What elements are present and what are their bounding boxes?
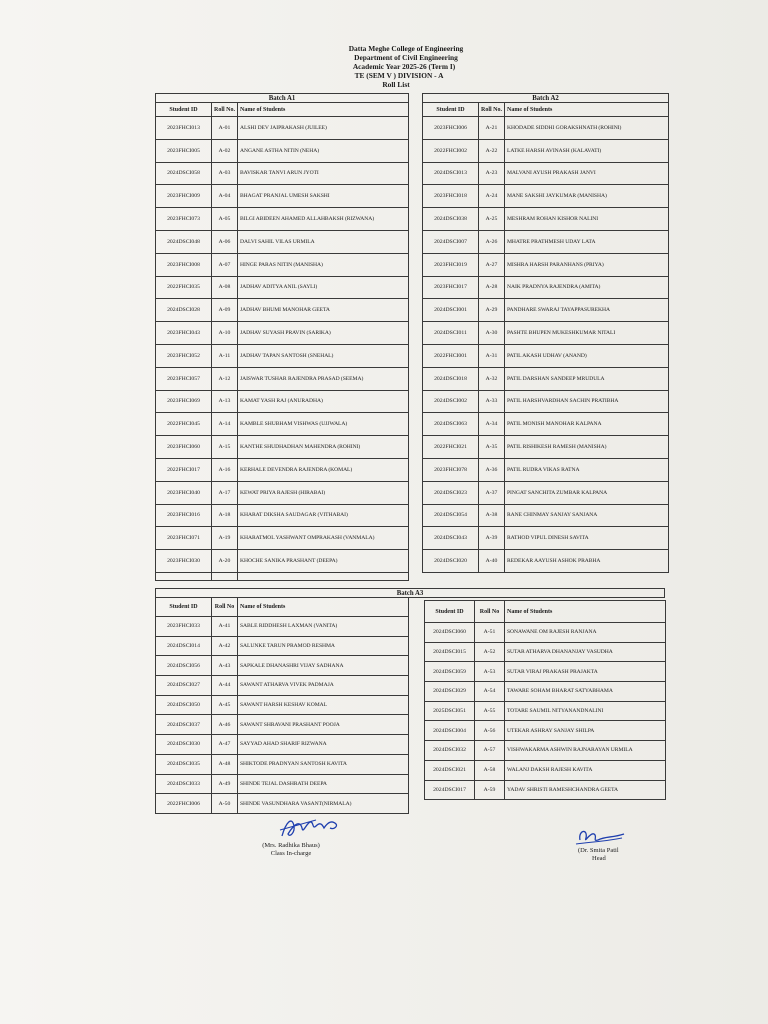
student-name-cell: REDEKAR AAYUSH ASHOK PRABHA <box>505 550 669 573</box>
table-row <box>156 504 409 527</box>
table-row <box>425 642 666 662</box>
student-id-cell: 2024DSCI030 <box>156 735 212 755</box>
table-row <box>425 682 666 702</box>
roll-no-cell: A-23 <box>479 162 505 185</box>
table-row <box>423 390 669 413</box>
table-row <box>156 617 409 637</box>
roll-no-cell: A-42 <box>212 636 238 656</box>
student-name-cell: SAWANT ATHARVA VIVEK PADMAJA <box>238 676 409 696</box>
roll-no-cell: A-15 <box>212 436 238 459</box>
roll-no-header: Roll No <box>212 598 238 617</box>
college-name: Datta Meghe College of Engineering <box>348 44 464 53</box>
student-id-cell: 2024DSCI050 <box>156 695 212 715</box>
student-name-cell: SALUNKE TARUN PRAMOD RESHMA <box>238 636 409 656</box>
table-row <box>423 230 669 253</box>
student-name-cell: PATIL MONISH MANOHAR KALPANA <box>505 413 669 436</box>
student-id-cell: 2024DSCI029 <box>425 682 475 702</box>
roll-no-cell: A-59 <box>475 780 505 800</box>
student-id-cell: 2025DSCI051 <box>425 701 475 721</box>
student-name-cell: KEWAT PRIYA RAJESH (HIRABAI) <box>238 481 409 504</box>
student-id-cell: 2023FHCI078 <box>423 458 479 481</box>
table-row <box>423 276 669 299</box>
roll-no-cell: A-14 <box>212 413 238 436</box>
student-id-cell: 2023FHCI033 <box>156 617 212 637</box>
table-row <box>156 322 409 345</box>
student-name-cell: UTEKAR ASHRAY SANJAY SHILPA <box>505 721 666 741</box>
table-row <box>156 276 409 299</box>
student-id-cell: 2023FHCI060 <box>156 436 212 459</box>
roll-list-title: Roll List <box>382 80 410 89</box>
roll-no-cell: A-22 <box>479 139 505 162</box>
student-id-cell: 2024DSCI014 <box>156 636 212 656</box>
roll-no-cell: A-40 <box>479 550 505 573</box>
table-row <box>423 139 669 162</box>
student-id-cell: 2023FHCI016 <box>156 504 212 527</box>
roll-no-cell: A-50 <box>212 794 238 814</box>
roll-no-cell: A-36 <box>479 458 505 481</box>
student-id-cell: 2023FHCI008 <box>156 253 212 276</box>
student-id-cell: 2022FHCI006 <box>156 794 212 814</box>
table-row <box>425 741 666 761</box>
student-name-cell: PATIL RISHIKESH RAMESH (MANISHA) <box>505 436 669 459</box>
student-id-cell: 2022FHCI035 <box>156 276 212 299</box>
roll-no-cell: A-08 <box>212 276 238 299</box>
table-row <box>423 481 669 504</box>
student-name-cell: VISHWAKARMA ASHWIN RAJNARAYAN URMILA <box>505 741 666 761</box>
class-incharge-role: Class In-charge <box>270 850 312 857</box>
roll-no-cell: A-18 <box>212 504 238 527</box>
student-id-cell: 2023FHCI040 <box>156 481 212 504</box>
table-row <box>156 299 409 322</box>
student-id-cell: 2024DSCI038 <box>423 208 479 231</box>
table-row <box>156 253 409 276</box>
table-row <box>156 794 409 814</box>
student-name-cell: TOTARE SAUMIL NITYANANDNALINI <box>505 701 666 721</box>
student-id-cell: 2024DSCI021 <box>425 760 475 780</box>
student-name-cell: TAWARE SOHAM BHARAT SATYABHAMA <box>505 682 666 702</box>
table-row <box>156 735 409 755</box>
roll-no-cell: A-33 <box>479 390 505 413</box>
roll-no-cell: A-01 <box>212 117 238 140</box>
roll-no-cell: A-06 <box>212 230 238 253</box>
student-id-cell: 2023FHCI019 <box>423 253 479 276</box>
student-name-cell: MHATRE PRATHMESH UDAY LATA <box>505 230 669 253</box>
student-name-cell: PANDHARE SWARAJ TAYAPPASUREKHA <box>505 299 669 322</box>
student-id-cell: 2023FHCI069 <box>156 390 212 413</box>
table-row <box>423 504 669 527</box>
roll-no-cell: A-35 <box>479 436 505 459</box>
table-row <box>423 299 669 322</box>
table-row <box>156 185 409 208</box>
table-row <box>423 413 669 436</box>
table-row <box>423 185 669 208</box>
roll-no-cell: A-47 <box>212 735 238 755</box>
student-name-cell: JADHAV SUYASH PRAVIN (SARIKA) <box>238 322 409 345</box>
student-name-cell: SAWANT HARSH KESHAV KOMAL <box>238 695 409 715</box>
student-id-cell: 2024DSCI032 <box>425 741 475 761</box>
roll-no-cell: A-32 <box>479 367 505 390</box>
roll-no-cell: A-19 <box>212 527 238 550</box>
student-name-cell: PATIL DARSHAN SANDEEP MRUDULA <box>505 367 669 390</box>
batch-a2-title: Batch A2 <box>423 94 669 103</box>
roll-no-cell: A-52 <box>475 642 505 662</box>
student-id-cell: 2024DSCI048 <box>156 230 212 253</box>
student-id-cell: 2024DSCI054 <box>423 504 479 527</box>
student-name-cell: ALSHI DEV JAIPRAKASH (JUILEE) <box>238 117 409 140</box>
student-name-cell: KHARATMOL YASHWANT OMPRAKASH (VANMALA) <box>238 527 409 550</box>
student-name-cell: SHIKTODE PRADNYAN SANTOSH KAVITA <box>238 754 409 774</box>
table-row <box>156 774 409 794</box>
student-id-cell: 2024DSCI001 <box>423 299 479 322</box>
roll-no-cell: A-20 <box>212 550 238 573</box>
student-name-cell: PATIL HARSHVARDHAN SACHIN PRATIBHA <box>505 390 669 413</box>
student-id-cell: 2024DSCI011 <box>423 322 479 345</box>
table-row <box>156 715 409 735</box>
class-incharge-name: (Mrs. Radhika Bhaus) <box>262 842 320 849</box>
batch-a1-title: Batch A1 <box>156 94 409 103</box>
roll-no-cell: A-10 <box>212 322 238 345</box>
student-id-header: Student ID <box>156 598 212 617</box>
class-division: TE (SEM V ) DIVISION - A <box>354 71 444 80</box>
student-name-cell: PATIL AKASH UDHAV (ANAND) <box>505 344 669 367</box>
student-name-cell: SONAWANE OM RAJESH RANJANA <box>505 623 666 643</box>
student-id-cell: 2024DSCI028 <box>156 299 212 322</box>
roll-no-cell: A-27 <box>479 253 505 276</box>
student-name-cell: JADHAV ADITYA ANIL (SAYLI) <box>238 276 409 299</box>
table-row <box>156 390 409 413</box>
student-id-cell: 2023FHCI013 <box>156 117 212 140</box>
student-name-cell: JADHAV TAPAN SANTOSH (SNEHAL) <box>238 344 409 367</box>
student-name-cell: KAMAT YASH RAJ (ANURADHA) <box>238 390 409 413</box>
student-id-cell: 2024DSCI018 <box>423 367 479 390</box>
roll-no-cell: A-34 <box>479 413 505 436</box>
student-name-cell: KANTHE SHUDHADHAN MAHENDRA (ROHINI) <box>238 436 409 459</box>
batch-a3-title: Batch A3 <box>156 589 665 598</box>
roll-no-cell: A-21 <box>479 117 505 140</box>
roll-no-cell: A-54 <box>475 682 505 702</box>
table-row <box>156 527 409 550</box>
table-row <box>425 721 666 741</box>
student-id-cell: 2023FHCI057 <box>156 367 212 390</box>
table-row <box>156 117 409 140</box>
table-row <box>156 413 409 436</box>
student-id-cell: 2023FHCI043 <box>156 322 212 345</box>
table-row <box>425 662 666 682</box>
roll-no-cell: A-55 <box>475 701 505 721</box>
student-id-cell: 2022FHCI021 <box>423 436 479 459</box>
student-id-cell: 2024DSCI056 <box>156 656 212 676</box>
roll-no-cell: A-04 <box>212 185 238 208</box>
roll-no-cell: A-30 <box>479 322 505 345</box>
student-id-cell: 2023FHCI018 <box>423 185 479 208</box>
roll-no-cell: A-58 <box>475 760 505 780</box>
roll-no-cell: A-03 <box>212 162 238 185</box>
student-id-cell: 2022FHCI017 <box>156 458 212 481</box>
batch-a1-table <box>155 93 409 581</box>
student-id-cell: 2024DSCI035 <box>156 754 212 774</box>
student-id-cell: 2024DSCI020 <box>423 550 479 573</box>
table-row <box>423 344 669 367</box>
table-row <box>423 436 669 459</box>
batch-a3-left-table <box>155 597 409 814</box>
roll-no-header: Roll No. <box>479 103 505 117</box>
roll-no-cell: A-29 <box>479 299 505 322</box>
student-id-cell: 2024DSCI058 <box>156 162 212 185</box>
roll-no-cell: A-02 <box>212 139 238 162</box>
student-id-cell: 2024DSCI002 <box>423 390 479 413</box>
student-name-cell: KHOCHE SANIKA PRASHANT (DEEPA) <box>238 550 409 573</box>
roll-no-cell: A-12 <box>212 367 238 390</box>
name-header: Name of Students <box>238 598 409 617</box>
student-name-cell: SAPKALE DHANASHRI VIJAY SADHANA <box>238 656 409 676</box>
student-name-cell: ANGANE ASTHA NITIN (NEHA) <box>238 139 409 162</box>
table-row <box>156 367 409 390</box>
student-id-cell: 2024DSCI013 <box>423 162 479 185</box>
name-header: Name of Students <box>505 103 669 117</box>
student-id-cell: 2023FHCI030 <box>156 550 212 573</box>
roll-no-cell: A-31 <box>479 344 505 367</box>
student-id-cell: 2023FHCI071 <box>156 527 212 550</box>
document-header <box>0 44 768 89</box>
student-name-cell: SAWANT SHRAVANI PRASHANT POOJA <box>238 715 409 735</box>
table-row <box>156 481 409 504</box>
table-row <box>423 208 669 231</box>
student-id-cell: 2023FHCI009 <box>156 185 212 208</box>
student-name-cell: SABLE RIDDHESH LAXMAN (VANITA) <box>238 617 409 637</box>
table-row <box>423 458 669 481</box>
table-row <box>423 322 669 345</box>
roll-no-cell: A-28 <box>479 276 505 299</box>
student-name-cell: BHAGAT PRANJAL UMESH SAKSHI <box>238 185 409 208</box>
student-id-header: Student ID <box>156 103 212 117</box>
student-name-cell: BILGI ABIDEEN AHAMED ALLAHBAKSH (RIZWANA) <box>238 208 409 231</box>
table-row <box>425 701 666 721</box>
student-name-cell: SHINDE VASUNDHARA VASANT(NIRMALA) <box>238 794 409 814</box>
student-name-cell: BAVISKAR TANVI ARUN JYOTI <box>238 162 409 185</box>
roll-no-cell: A-45 <box>212 695 238 715</box>
student-id-cell: 2024DSCI004 <box>425 721 475 741</box>
student-name-cell: KHARAT DIKSHA SAUDAGAR (VITHABAI) <box>238 504 409 527</box>
table-row <box>423 367 669 390</box>
student-name-cell: PINGAT SANCHITA ZUMBAR KALPANA <box>505 481 669 504</box>
roll-no-cell: A-56 <box>475 721 505 741</box>
student-name-cell: MISHRA HARSH PARANHANS (PRIYA) <box>505 253 669 276</box>
student-name-cell: SUTAR VIRAJ PRAKASH PRAJAKTA <box>505 662 666 682</box>
table-row <box>423 253 669 276</box>
name-header: Name of Students <box>505 601 666 623</box>
student-id-cell: 2023FHCI005 <box>156 139 212 162</box>
student-id-cell: 2024DSCI017 <box>425 780 475 800</box>
student-id-cell: 2023FHCI073 <box>156 208 212 231</box>
student-name-cell: KERHALE DEVENDRA RAJENDRA (KOMAL) <box>238 458 409 481</box>
batch-a2-table <box>422 93 669 573</box>
student-name-cell: RATHOD VIPUL DINESH SAVITA <box>505 527 669 550</box>
table-row <box>423 117 669 140</box>
student-name-cell: LATKE HARSH AVINASH (KALAVATI) <box>505 139 669 162</box>
roll-no-cell: A-16 <box>212 458 238 481</box>
academic-year: Academic Year 2025-26 (Term I) <box>352 62 456 71</box>
student-id-cell: 2023FHCI052 <box>156 344 212 367</box>
table-row <box>425 780 666 800</box>
student-name-cell: JAISWAR TUSHAR RAJENDRA PRASAD (SEEMA) <box>238 367 409 390</box>
student-id-cell: 2022FHCI001 <box>423 344 479 367</box>
student-id-cell: 2024DSCI063 <box>423 413 479 436</box>
student-name-cell: PATIL RUDRA VIKAS RATNA <box>505 458 669 481</box>
student-name-cell: HINGE PARAS NITIN (MANISHA) <box>238 253 409 276</box>
student-name-cell: MANE SAKSHI JAYKUMAR (MANISHA) <box>505 185 669 208</box>
roll-no-cell: A-13 <box>212 390 238 413</box>
student-name-cell: RANE CHINMAY SANJAY SANJANA <box>505 504 669 527</box>
roll-no-cell: A-43 <box>212 656 238 676</box>
student-id-cell: 2023FHCI017 <box>423 276 479 299</box>
student-name-cell: DALVI SAHIL VILAS URMILA <box>238 230 409 253</box>
table-row <box>425 623 666 643</box>
table-row <box>156 676 409 696</box>
roll-no-cell: A-26 <box>479 230 505 253</box>
student-name-cell: KAMBLE SHUBHAM VISHWAS (UJJWALA) <box>238 413 409 436</box>
roll-no-cell: A-17 <box>212 481 238 504</box>
roll-no-cell: A-57 <box>475 741 505 761</box>
table-row <box>156 344 409 367</box>
table-row <box>423 550 669 573</box>
roll-no-cell: A-09 <box>212 299 238 322</box>
roll-no-cell: A-37 <box>479 481 505 504</box>
table-row <box>156 695 409 715</box>
roll-no-header: Roll No <box>475 601 505 623</box>
department-name: Department of Civil Engineering <box>354 53 458 62</box>
student-id-header: Student ID <box>425 601 475 623</box>
table-row <box>423 527 669 550</box>
student-name-cell: SAYYAD AHAD SHARIF RIZWANA <box>238 735 409 755</box>
student-id-cell: 2024DSCI023 <box>423 481 479 504</box>
student-id-header: Student ID <box>423 103 479 117</box>
roll-no-cell: A-49 <box>212 774 238 794</box>
student-name-cell: WALANJ DAKSH RAJESH KAVITA <box>505 760 666 780</box>
student-id-cell: 2022FHCI045 <box>156 413 212 436</box>
student-id-cell: 2024DSCI043 <box>423 527 479 550</box>
student-id-cell: 2024DSCI015 <box>425 642 475 662</box>
table-row <box>156 139 409 162</box>
roll-no-cell: A-41 <box>212 617 238 637</box>
student-name-cell: KHODADE SIDDHI GORAKSHNATH (ROHINI) <box>505 117 669 140</box>
table-row <box>156 162 409 185</box>
table-row <box>156 436 409 459</box>
roll-no-cell: A-53 <box>475 662 505 682</box>
roll-no-cell: A-24 <box>479 185 505 208</box>
table-row <box>156 754 409 774</box>
student-name-cell: NAIK PRADNYA RAJENDRA (AMITA) <box>505 276 669 299</box>
student-name-cell: JADHAV BHUMI MANOHAR GEETA <box>238 299 409 322</box>
table-row <box>156 230 409 253</box>
student-id-cell: 2024DSCI059 <box>425 662 475 682</box>
roll-no-cell: A-25 <box>479 208 505 231</box>
student-id-cell: 2024DSCI007 <box>423 230 479 253</box>
class-incharge-signature-mark <box>276 812 346 844</box>
roll-no-cell: A-46 <box>212 715 238 735</box>
table-row <box>156 208 409 231</box>
student-name-cell: SHINDE TEJAL DASHRATH DEEPA <box>238 774 409 794</box>
batch-a3-right-table <box>424 600 666 800</box>
roll-no-cell: A-05 <box>212 208 238 231</box>
student-id-cell: 2022FHCI002 <box>423 139 479 162</box>
roll-no-cell: A-48 <box>212 754 238 774</box>
table-row <box>156 550 409 573</box>
student-name-cell: YADAV SHRISTI RAMESHCHANDRA GEETA <box>505 780 666 800</box>
student-id-cell: 2024DSCI060 <box>425 623 475 643</box>
head-role: Head <box>592 855 606 862</box>
roll-no-cell: A-51 <box>475 623 505 643</box>
name-header: Name of Students <box>238 103 409 117</box>
roll-no-cell: A-11 <box>212 344 238 367</box>
head-signature <box>578 847 658 863</box>
roll-no-header: Roll No. <box>212 103 238 117</box>
class-incharge-signature <box>236 842 346 858</box>
roll-no-cell: A-07 <box>212 253 238 276</box>
student-name-cell: MALVANI AYUSH PRAKASH JANVI <box>505 162 669 185</box>
roll-no-cell: A-44 <box>212 676 238 696</box>
student-name-cell: PASHTE BHUPEN MUKESHKUMAR NITALI <box>505 322 669 345</box>
head-name: (Dr. Smita Patil <box>578 847 619 854</box>
student-id-cell: 2024DSCI027 <box>156 676 212 696</box>
table-row <box>156 458 409 481</box>
student-id-cell: 2023FHCI006 <box>423 117 479 140</box>
roll-no-cell: A-39 <box>479 527 505 550</box>
table-row <box>156 636 409 656</box>
table-row <box>423 162 669 185</box>
student-name-cell: MESHRAM ROHAN KISHOR NALINI <box>505 208 669 231</box>
student-id-cell: 2024DSCI037 <box>156 715 212 735</box>
student-name-cell: SUTAR ATHARVA DHANANJAY VASUDHA <box>505 642 666 662</box>
roll-no-cell: A-38 <box>479 504 505 527</box>
table-row <box>156 656 409 676</box>
table-row <box>425 760 666 780</box>
student-id-cell: 2024DSCI033 <box>156 774 212 794</box>
